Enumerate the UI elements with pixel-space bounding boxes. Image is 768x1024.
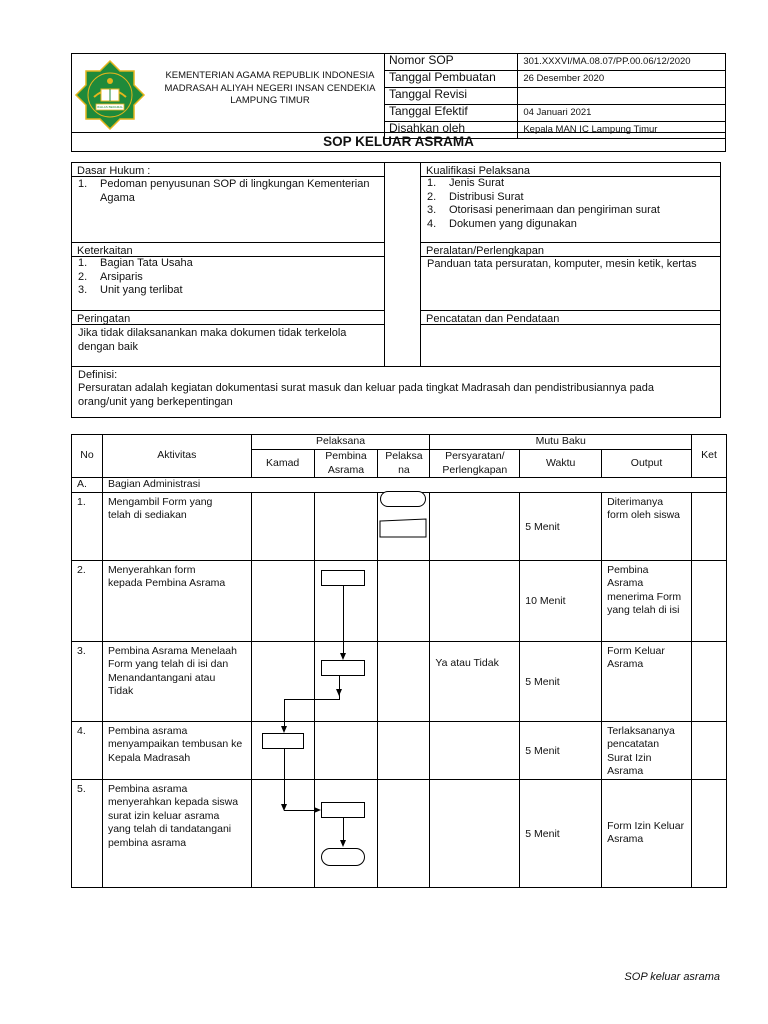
cell-ket [692,721,727,779]
list-item: 1. Jenis Surat [427,177,505,189]
meta-label: Tanggal Pembuatan [385,71,518,88]
table-row [72,721,727,779]
row-no: 1. [72,492,103,560]
table-row [72,560,727,641]
flow-connector [284,749,285,804]
col-header-pelaksana-sub: Pelaksa na [378,450,430,478]
kualifikasi-section [421,163,720,243]
meta-row [385,71,726,88]
row-waktu: 10 Menit [520,560,602,641]
meta-value [518,88,726,105]
list-item: 2. Distribusi Surat [427,190,524,203]
list-item: 3. Unit yang terlibat [78,284,183,296]
section-title: Pencatatan dan Pendataan [421,311,720,325]
row-output: Form Izin Keluar Asrama [602,779,692,887]
flow-connector [339,693,340,700]
org-line-3: LAMPUNG TIMUR [230,95,310,106]
row-activity: Mengambil Form yang telah di sediakan [102,492,251,560]
flow-connector [284,810,314,811]
cell-ket [692,779,727,887]
kemenag-logo-icon [74,59,146,131]
row-output: Pembina Asrama menerima Form yang telah di isi [602,560,692,641]
row-activity: Menyerahkan form kepada Pembina Asrama [102,560,251,641]
row-no: 4. [72,721,103,779]
info-block [71,162,721,418]
sop-meta-table [384,53,726,139]
peringatan-text: Jika tidak dilaksanankan maka dokumen tidak terkelola dengan baik [78,327,347,353]
meta-value: Kepala MAN IC Lampung Timur [518,122,726,139]
col-header-pelaksana: Pelaksana [251,435,430,450]
meta-label: Tanggal Revisi [385,88,518,105]
section-title: Peralatan/Perlengkapan [421,243,720,257]
row-waktu: 5 Menit [520,779,602,887]
row-no: 5. [72,779,103,887]
meta-value: 04 Januari 2021 [518,105,726,122]
cell-pelaksana [378,721,430,779]
table-row [72,641,727,721]
row-output: Diterimanya form oleh siswa [602,492,692,560]
flow-arrow-icon [281,726,287,733]
meta-value: 26 Desember 2020 [518,71,726,88]
definisi-text: Persuratan adalah kegiatan dokumentasi surat masuk dan keluar pada tingkat Madrasah dan pendistribusiannya pada orang/unit yang berkepentingan [78,382,655,408]
flow-start-terminator [380,491,426,507]
row-output: Terlaksananya pencatatan Surat Izin Asrama [602,721,692,779]
dasar-hukum-section [72,163,385,243]
meta-row [385,105,726,122]
row-persyaratan: Ya atau Tidak [430,641,520,721]
meta-label: Tanggal Efektif [385,105,518,122]
flow-connector [284,699,340,700]
meta-value: 301.XXXVI/MA.08.07/PP.00.06/12/2020 [518,54,726,71]
col-header-waktu: Waktu [520,450,602,478]
sop-title: SOP KELUAR ASRAMA [71,132,726,152]
definisi-section [72,367,720,417]
section-row [72,478,727,493]
row-no: 2. [72,560,103,641]
row-persyaratan [430,721,520,779]
row-persyaratan [430,492,520,560]
peralatan-section [421,243,720,311]
flow-process-box-4 [262,733,304,749]
meta-label: Disahkan oleh [385,122,518,139]
peringatan-section [72,311,385,367]
col-header-pembina: Pembina Asrama [314,450,378,478]
section-title: Peringatan [72,311,384,325]
list-item: 1. Pedoman penyusunan SOP di lingkungan Kementerian Agama [78,178,370,204]
row-activity: Pembina Asrama Menelaah Form yang telah di isi dan Menandantangani atau Tidak [102,641,251,721]
meta-row [385,54,726,71]
cell-kamad [251,641,314,721]
col-header-aktivitas: Aktivitas [102,435,251,478]
row-output: Form Keluar Asrama [602,641,692,721]
section-label: Bagian Administrasi [102,478,726,493]
flow-process-box-5 [321,802,365,818]
cell-pelaksana [378,779,430,887]
flow-connector [339,676,340,689]
col-header-output: Output [602,450,692,478]
list-item: 2. Arsiparis [78,270,143,283]
list-item: 1. Bagian Tata Usaha [78,257,193,269]
table-row [72,779,727,887]
cell-ket [692,492,727,560]
peralatan-text: Panduan tata persuratan, komputer, mesin ketik, kertas [427,258,697,270]
header-org-box [71,53,384,133]
meta-label: Nomor SOP [385,54,518,71]
logo-motto: IKHLAS BERAMAL [97,105,123,109]
col-header-kamad: Kamad [251,450,314,478]
cell-kamad [251,560,314,641]
col-header-persyaratan: Persyaratan/ Perlengkapan [430,450,520,478]
flow-end-terminator [321,848,365,866]
list-item: 4. Dokumen yang digunakan [427,217,577,230]
cell-pembina [314,641,378,721]
pencatatan-section [421,311,720,367]
pencatatan-text [421,325,720,327]
org-name [160,70,380,108]
row-waktu: 5 Menit [520,721,602,779]
col-header-mutu-baku: Mutu Baku [430,435,692,450]
cell-pembina [314,721,378,779]
definisi-title: Definisi: [78,369,118,381]
cell-ket [692,641,727,721]
flow-connector [284,699,285,726]
cell-kamad [251,492,314,560]
flow-document-shape [379,518,427,538]
meta-row [385,88,726,105]
cell-pelaksana [378,560,430,641]
row-activity: Pembina asrama menyerahkan kepada siswa surat izin keluar asrama yang telah di tandatangani pembina asrama [102,779,251,887]
flow-process-box-2 [321,570,365,586]
row-activity: Pembina asrama menyampaikan tembusan ke Kepala Madrasah [102,721,251,779]
flow-arrow-icon [340,840,346,847]
flow-connector [343,818,344,840]
col-header-no: No [72,435,103,478]
col-header-ket: Ket [692,435,727,478]
section-title: Dasar Hukum : [72,163,384,177]
cell-ket [692,560,727,641]
list-item: 3. Otorisasi penerimaan dan pengiriman surat [427,204,660,216]
flow-arrow-icon [340,653,346,660]
cell-pelaksana [378,641,430,721]
keterkaitan-section [72,243,385,311]
cell-kamad [251,779,314,887]
row-waktu: 5 Menit [520,492,602,560]
flow-connector [343,586,344,653]
section-title: Keterkaitan [72,243,384,257]
row-waktu: 5 Menit [520,641,602,721]
section-title: Kualifikasi Pelaksana [421,163,720,177]
org-line-1: KEMENTERIAN AGAMA REPUBLIK INDONESIA [165,70,375,81]
cell-pembina [314,492,378,560]
cell-pembina [314,779,378,887]
section-no: A. [72,478,103,493]
column-gap [385,163,421,367]
row-persyaratan [430,779,520,887]
org-line-2: MADRASAH ALIYAH NEGERI INSAN CENDEKIA [164,82,376,94]
footer-text: SOP keluar asrama [624,971,720,983]
row-persyaratan [430,560,520,641]
row-no: 3. [72,641,103,721]
flow-process-box-3 [321,660,365,676]
flow-arrow-icon [314,807,321,813]
